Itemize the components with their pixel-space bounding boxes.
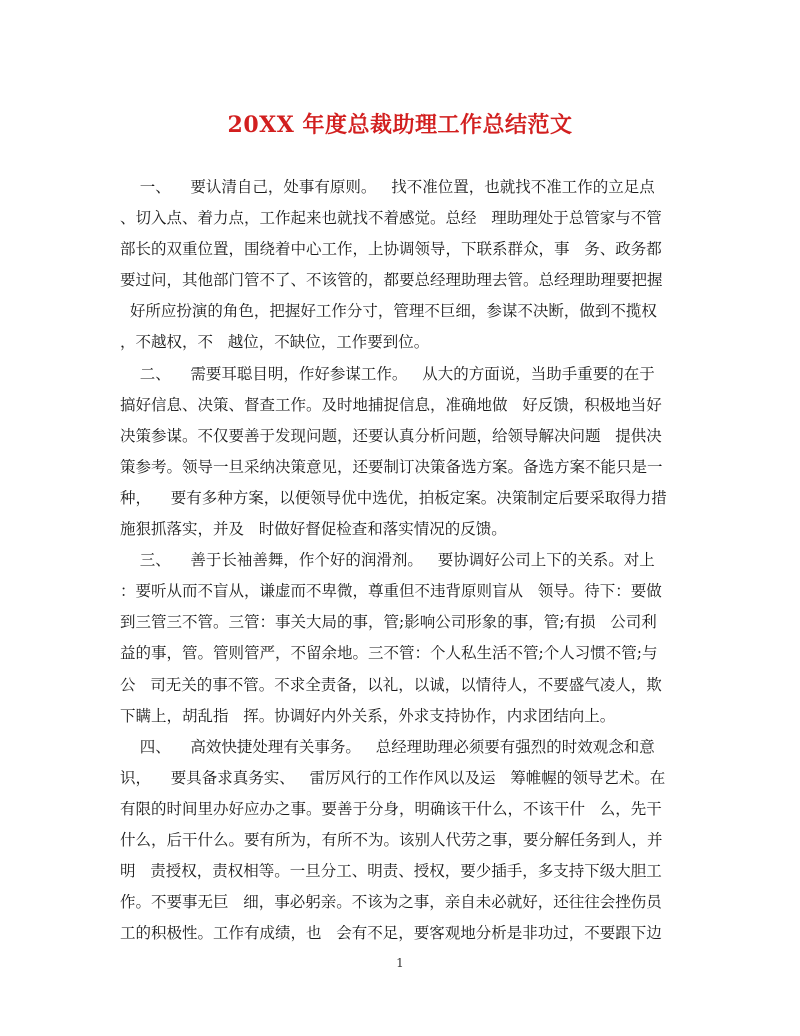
text-line: 策参考。领导一旦采纳决策意见，还要制订决策备选方案。备选方案不能只是一 xyxy=(120,457,663,476)
document-body xyxy=(120,172,682,949)
text-line: 部长的双重位置，围绕着中心工作，上协调领导，下联系群众，事 务、政务都 xyxy=(120,240,662,259)
page-number: 1 xyxy=(396,956,404,970)
text-line: 明 责授权，责权相等。一旦分工、明责、授权，要少插手，多支持下级大胆工 xyxy=(120,862,662,881)
text-line: 二、 需要耳聪目明，作好参谋工作。 从大的方面说，当助手重要的在于 xyxy=(120,364,655,383)
text-line: 三、 善于长袖善舞，作个好的润滑剂。 要协调好公司上下的关系。对上 xyxy=(120,551,655,570)
text-line: 要过问，其他部门管不了、不该管的，都要总经理助理去管。总经理助理要把握 xyxy=(120,271,663,290)
text-line: 决策参谋。不仅要善于发现问题，还要认真分析问题，给领导解决问题 提供决 xyxy=(120,426,662,445)
text-line: 有限的时间里办好应办之事。要善于分身，明确该干什么，不该干什 么，先干 xyxy=(120,799,662,818)
text-line: 识， 要具备求真务实、 雷厉风行的工作作风以及运 筹帷幄的领导艺术。在 xyxy=(120,768,666,787)
text-line: 作。不要事无巨 细，事必躬亲。不该为之事，亲自未必就好，还往往会挫伤员 xyxy=(120,893,662,912)
text-line: ：要听从而不盲从，谦虚而不卑微，尊重但不违背原则盲从 领导。待下：要做 xyxy=(120,582,662,601)
text-line: ，不越权，不 越位，不缺位，工作要到位。 xyxy=(120,333,430,352)
text-line: 四、 高效快捷处理有关事务。 总经理助理必须要有强烈的时效观念和意 xyxy=(120,737,655,756)
document-title: 20XX 年度总裁助理工作总结范文 xyxy=(227,112,573,138)
text-line: 、切入点、着力点，工作起来也就找不着感觉。总经 理助理处于总管家与不管 xyxy=(120,209,662,228)
text-line: 益的事，管。管则管严，不留余地。三不管：个人私生活不管;个人习惯不管;与 xyxy=(120,644,658,663)
text-line: 下瞒上，胡乱指 挥。协调好内外关系，外求支持协作，内求团结向上。 xyxy=(120,706,616,725)
text-line: 什么，后干什么。要有所为，有所不为。该别人代劳之事，要分解任务到人，并 xyxy=(120,830,663,849)
text-line: 种， 要有多种方案，以便领导优中选优，拍板定案。决策制定后要采取得力措 xyxy=(120,488,667,507)
text-line: 施狠抓落实，并及 时做好督促检查和落实情况的反馈。 xyxy=(120,520,507,539)
text-line: 一、 要认清自己，处事有原则。 找不准位置，也就找不准工作的立足点 xyxy=(120,178,655,196)
text-line: 公 司无关的事不管。不求全责备，以礼，以诚，以情待人，不要盛气凌人，欺 xyxy=(120,675,662,694)
text-line: 工的积极性。工作有成绩，也 会有不足，要客观地分析是非功过，不要跟下边 xyxy=(120,924,662,943)
text-line: 搞好信息、决策、督查工作。及时地捕捉信息，准确地做 好反馈，积极地当好 xyxy=(120,395,662,414)
text-line: 好所应扮演的角色，把握好工作分寸，管理不巨细，参谋不决断，做到不揽权 xyxy=(120,302,657,321)
text-line: 到三管三不管。三管：事关大局的事，管;影响公司形象的事，管;有损 公司利 xyxy=(120,613,657,632)
